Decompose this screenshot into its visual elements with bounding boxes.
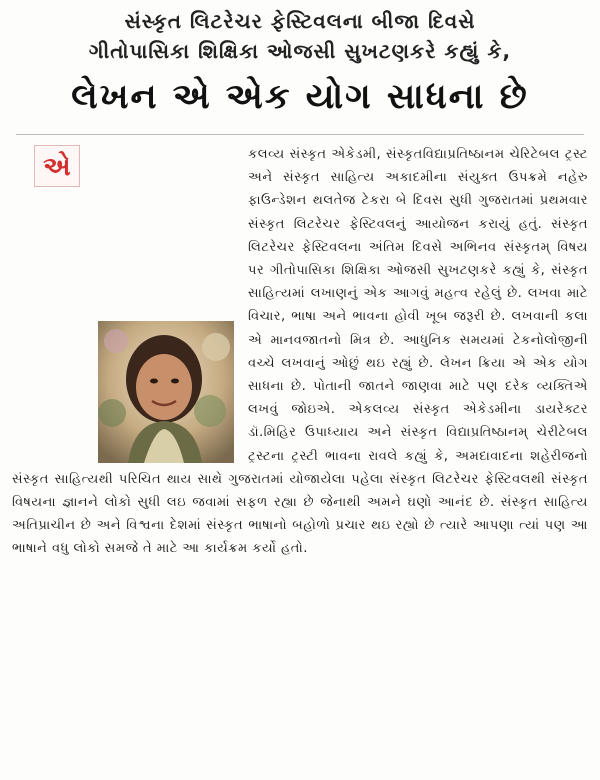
headline — [12, 6, 588, 128]
headline-kicker-line-1: સંસ્કૃત લિટરેચર ફેસ્ટિવલના બીજા દિવસે — [124, 9, 476, 33]
headline-main: લેખન એ એક યોગ સાધના છે — [71, 77, 529, 117]
portrait-photo — [98, 321, 234, 463]
headline-divider — [16, 134, 584, 135]
article-body — [12, 143, 588, 561]
article-text — [12, 143, 588, 561]
headline-kicker-line-2: ગીતોપાસિકા શિક્ષિકા ઓજસી સુખટણકરે કહ્યું કે, — [88, 39, 512, 63]
dropcap: એ — [34, 145, 80, 187]
article-paragraph — [12, 143, 588, 561]
article-paragraph-text: કલવ્ય સંસ્કૃત એકેડમી, સંસ્કૃતવિદ્યાપ્રતિષ્ઠાનમ ચેરિટેબલ ટ્રસ્ટ અને સંસ્કૃત સાહિત્ય અકાદમીના સંયુક્ત ઉપક્રમે નહેરુ ફાઉન્ડેશન થલતેજ ટેકરા બે દિવસ સુધી ગુજરાતમાં પ્રથમવાર સંસ્કૃત લિટરેચર ફેસ્ટિવલનું આયોજન કરાયું હતું. સંસ્કૃત લિટરેચર ફેસ્ટિવલના અંતિમ દિવસે અભિનવ સંસ્કૃતમ્ વિષય પર ગીતોપાસિકા શિક્ષિકા ઓજસી સુખટણકરે કહ્યું કે, સંસ્કૃત સાહિત્યમાં લખાણનું એક આગવું મહત્વ રહેલું છે. લખવા માટે વિચાર, ભાષા અને ભાવના હોવી ખૂબ જરૂરી છે. લખવાની કલા એ માનવજાતનો મિત્ર છે. આધુનિક સમયમાં ટેકનોલોજીની વચ્ચે લખવાનું ઓછું થઇ રહ્યું છે. લેખન ક્રિયા એ એક યોગ સાધના છે. પોતાની જાતને જાણવા માટે પણ દરેક વ્યક્તિએ લખવું જોઇએ. એકલવ્ય સંસ્કૃત એકેડમીના ડાયરેક્ટર ડૉ.મિહિર ઉપાધ્યાય અને સંસ્કૃત વિદ્યાપ્રતિષ્ઠાનમ્ ચેરીટેબલ ટ્રસ્ટના ટ્રસ્ટી ભાવના રાવલે કહ્યું કે, અમદાવાદના શહેરીજનો સંસ્કૃત સાહિત્યથી પરિચિત થાય સાથે ગુજરાતમાં યોજાયેલા પહેલા સંસ્કૃત લિટરેચર ફેસ્ટિવલથી સંસ્કૃત વિષયના જ્ઞાનને લોકો સુધી લઇ જવામાં સફળ રહ્યા છે જેનાથી અમને ઘણો આનંદ છે. સંસ્કૃત સાહિત્ય અતિપ્રાચીન છે અને વિશ્વના દેશમાં સંસ્કૃત ભાષાનો બહોળો પ્રચાર થઇ રહ્યો છે ત્યારે આપણા ત્યાં પણ આ ભાષાને વધુ લોકો સમજે તે માટે આ કાર્યક્રમ કર્યો હતો. — [12, 147, 588, 557]
